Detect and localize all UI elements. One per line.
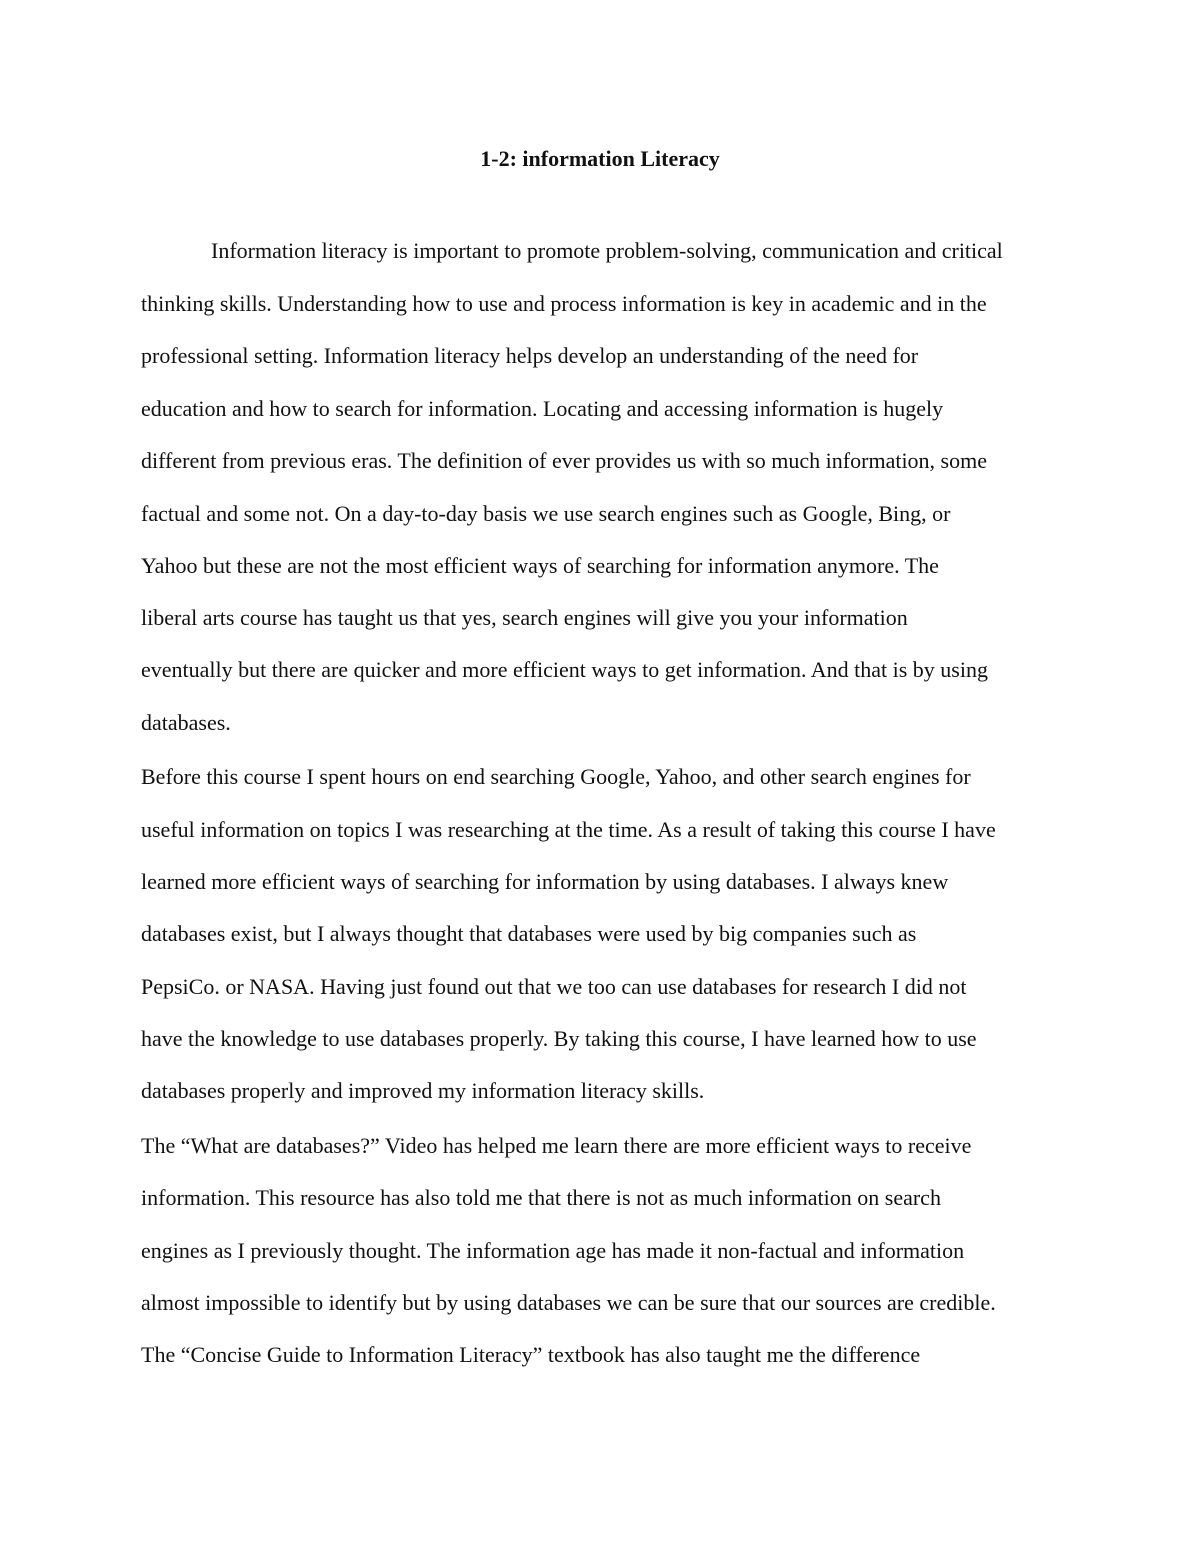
paragraph-1-line-7: Yahoo but these are not the most efficient ways of searching for information anymore. The (141, 553, 939, 578)
paragraph-2-line-7: databases properly and improved my information literacy skills. (141, 1078, 705, 1103)
paragraph-2-line-4: databases exist, but I always thought that databases were used by big companies such as (141, 921, 917, 946)
paragraph-2-line-3: learned more efficient ways of searching for information by using databases. I always knew (141, 869, 949, 894)
paragraph-1-line-6: factual and some not. On a day-to-day basis we use search engines such as Google, Bing, or (141, 501, 951, 526)
paragraph-3-line-4: almost impossible to identify but by using databases we can be sure that our sources are credible. (141, 1290, 996, 1315)
paragraph-1-line-4: education and how to search for information. Locating and accessing information is hugely (141, 396, 944, 421)
paragraph-3-line-3: engines as I previously thought. The information age has made it non-factual and information (141, 1238, 965, 1263)
paragraph-2-line-5: PepsiCo. or NASA. Having just found out that we too can use databases for research I did not (141, 974, 967, 999)
paragraph-3-line-5: The “Concise Guide to Information Literacy” textbook has also taught me the difference (141, 1342, 921, 1367)
paragraph-1-line-10: databases. (141, 710, 231, 735)
paragraph-1-line-8: liberal arts course has taught us that yes, search engines will give you your information (141, 605, 908, 630)
paragraph-1-line-9: eventually but there are quicker and more efficient ways to get information. And that is by using (141, 657, 988, 682)
paragraph-3-line-1: The “What are databases?” Video has helped me learn there are more efficient ways to receive (141, 1133, 972, 1158)
page-title: 1-2: information Literacy (480, 146, 720, 171)
paragraph-1-line-1: Information literacy is important to promote problem-solving, communication and critical (211, 238, 1003, 263)
paragraph-3-line-2: information. This resource has also told me that there is not as much information on search (141, 1185, 941, 1210)
paragraph-2-line-2: useful information on topics I was researching at the time. As a result of taking this course I have (141, 817, 996, 842)
paragraph-2-line-6: have the knowledge to use databases properly. By taking this course, I have learned how to use (141, 1026, 977, 1051)
paragraph-1-line-5: different from previous eras. The definition of ever provides us with so much information, some (141, 448, 987, 473)
paragraph-1-line-3: professional setting. Information literacy helps develop an understanding of the need for (141, 343, 919, 368)
paragraph-1-line-2: thinking skills. Understanding how to use and process information is key in academic and in the (141, 291, 987, 316)
paragraph-2-line-1: Before this course I spent hours on end searching Google, Yahoo, and other search engines for (141, 764, 971, 789)
